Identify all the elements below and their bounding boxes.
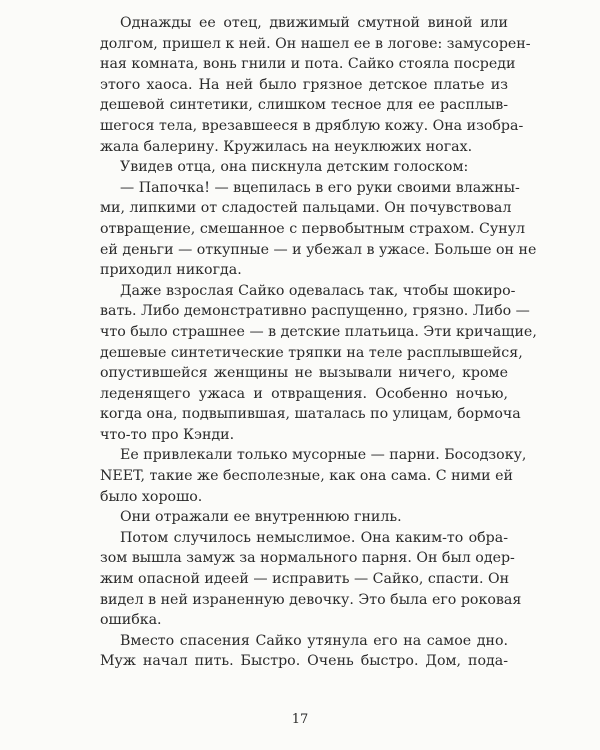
text-line: Увидев отца, она пискнула детским голоском:	[120, 159, 469, 176]
text-line: Однажды ее отец, движимый смутной виной или	[120, 15, 508, 31]
text-line: Ее привлекали только мусорные — парни. Босодзоку,	[120, 447, 527, 464]
text-line: — Папочка! — вцепилась в его руки своими влажны-	[120, 179, 520, 196]
text-line: этого хаоса. На ней было грязное детское платье из	[100, 76, 508, 93]
text-line: ей деньги — откупные — и убежал в ужасе. Больше он не	[100, 241, 537, 258]
text-line: жим опасной идеей — исправить — Сайко, спасти. Он	[100, 571, 510, 588]
text-line: жала балерину. Кружилась на неуклюжих ногах.	[100, 138, 473, 155]
text-line: видел в ней израненную девочку. Это была его роковая	[100, 591, 522, 608]
text-line: шегося тела, врезавшееся в дряблую кожу. Она изобра-	[100, 117, 524, 134]
text-line: ми, липкими от сладостей пальцами. Он почувствовал	[100, 200, 512, 217]
text-line: леденящего ужаса и отвращения. Особенно ночью,	[100, 385, 508, 402]
text-line: зом вышла замуж за нормального парня. Он был одер-	[100, 550, 515, 567]
body-text	[100, 13, 537, 672]
page-number: 17	[291, 712, 309, 727]
text-line: что-то про Кэнди.	[100, 426, 235, 443]
text-line: опустившейся женщины не вызывали ничего, кроме	[100, 365, 508, 382]
text-line: дешевые синтетические тряпки на теле расплывшейся,	[100, 344, 523, 361]
text-line: когда она, подвыпившая, шаталась по улицам, бормоча	[100, 406, 521, 423]
text-line: долгом, пришел к ней. Он нашел ее в логове: замусорен-	[100, 35, 531, 52]
text-line: Потом случилось немыслимое. Она каким-то обра-	[120, 529, 508, 546]
text-line: Они отражали ее внутреннюю гниль.	[120, 509, 402, 526]
text-line: ошибка.	[100, 612, 162, 629]
text-line: приходил никогда.	[100, 262, 242, 279]
text-line: было хорошо.	[100, 488, 203, 505]
text-line: Вместо спасения Сайко утянула его на самое дно.	[120, 632, 508, 649]
text-line: вать. Либо демонстративно распущенно, грязно. Либо —	[100, 303, 530, 320]
text-line: ная комната, вонь гнили и пота. Сайко стояла посреди	[100, 56, 516, 73]
text-line: Муж начал пить. Быстро. Очень быстро. Дом, пода-	[100, 653, 508, 670]
text-line: NEET, такие же бесполезные, как она сама. С ними ей	[100, 468, 513, 485]
text-line: дешевой синтетики, слишком тесное для ее расплыв-	[100, 97, 508, 114]
text-line: отвращение, смешанное с первобытным страхом. Сунул	[100, 220, 526, 237]
text-line: Даже взрослая Сайко одевалась так, чтобы шокиро-	[120, 282, 516, 299]
text-line: что было страшнее — в детские платьица. Эти кричащие,	[100, 323, 537, 340]
